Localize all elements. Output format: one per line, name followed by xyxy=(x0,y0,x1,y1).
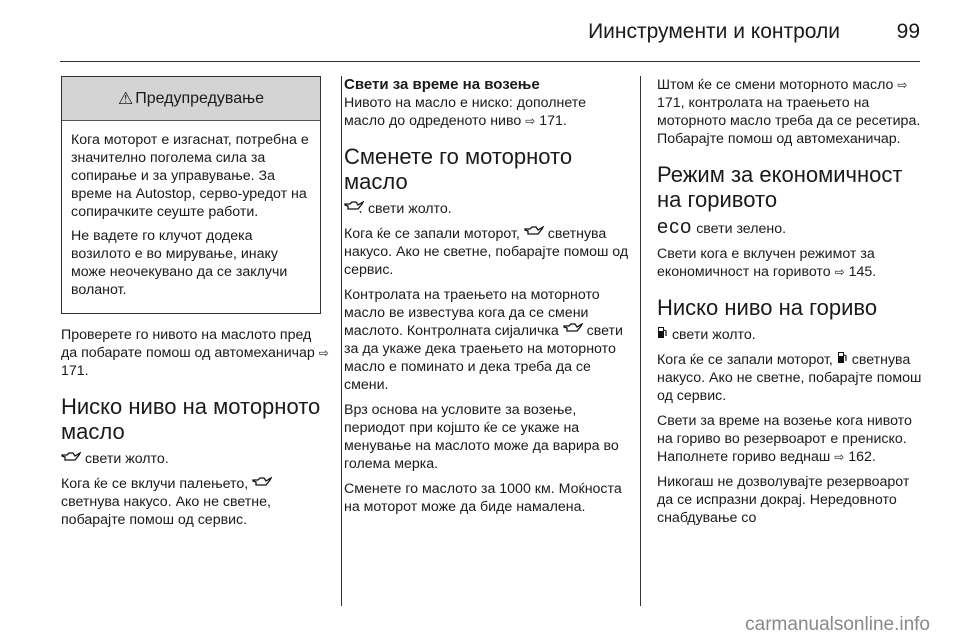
change-oil-icon-line: свети жолто. xyxy=(344,200,630,218)
warning-paragraph-2: Не вадете го клучот додека возилото е во мирување, инаку може неочекувано да се заклучи воланот. xyxy=(71,228,288,298)
reference-arrow-icon: ⇨ xyxy=(318,346,329,360)
eco-icon: eco xyxy=(657,216,693,238)
reference-arrow-icon: ⇨ xyxy=(525,114,536,128)
oil-can-icon xyxy=(252,475,272,493)
header-rule xyxy=(60,61,920,62)
change-oil-paragraph-3: Врз основа на условите за возење, периодот при којшто ќе се укаже на менување на маслото може да варира во голема мерка. xyxy=(344,402,619,472)
page-header-title: Иинструменти и контроли xyxy=(588,20,840,43)
low-oil-paragraph: Нивото на масло е ниско: дополнете масло до одреденото ниво ⇨ 171. xyxy=(344,95,586,129)
reference-arrow-icon: ⇨ xyxy=(834,265,845,279)
fuel-pump-icon xyxy=(657,326,668,344)
heading-low-fuel: Ниско ниво на гориво xyxy=(657,295,878,320)
fuel-pump-icon xyxy=(837,351,848,369)
heading-change-oil: Сменете го моторното масло xyxy=(344,144,573,194)
fuel-paragraph-1: Кога ќе се запали моторот, светнува накусо. Ако не светне, побарајте помош од сервис. xyxy=(657,352,922,404)
change-oil-paragraph-4: Сменете го маслото за 1000 км. Моќноста на моторот може да биде намалена. xyxy=(344,481,622,515)
heading-eco-mode: Режим за економичност на горивото xyxy=(657,162,903,212)
warning-paragraph-1: Кога моторот е изгаснат, потребна е значително поголема сила за сопирање и за управување. За време на Autostop, серво-уредот на сопирачките сеуште работи. xyxy=(71,132,309,220)
eco-paragraph: Свети кога е вклучен режимот за економичност на горивото ⇨ 145. xyxy=(657,246,877,280)
oil-paragraph: Кога ќе се вклучи палењето, светнува накусо. Ако не светне, побарајте помош од сервис. xyxy=(61,476,271,528)
warning-icon: ⚠ xyxy=(117,88,134,108)
warning-box xyxy=(61,76,321,314)
warning-heading: Предупредување xyxy=(135,89,265,107)
fuel-paragraph-3: Никогаш не дозволувајте резервоарот да се испразни докрај. Нередовното снабдување со xyxy=(657,474,910,526)
column-left xyxy=(61,326,329,536)
reference-arrow-icon: ⇨ xyxy=(897,78,908,92)
column-right xyxy=(657,76,922,534)
column-middle xyxy=(344,76,630,523)
reference-arrow-icon: ⇨ xyxy=(834,450,845,464)
oil-change-icon xyxy=(563,322,583,340)
column-divider xyxy=(640,76,641,606)
subheading-while-driving: Свети за време на возење xyxy=(344,76,540,93)
change-oil-paragraph-2: Контролата на траењето на моторното масло ве известува кога да се смени маслото. Контролната сијаличка свети за да укаже дека траењето на моторното масло е поминато и дека треба да се смени. xyxy=(344,287,623,393)
oil-can-icon xyxy=(61,450,81,468)
warning-header xyxy=(62,77,320,121)
fuel-icon-line: свети жолто. xyxy=(657,326,922,344)
fuel-paragraph-2: Свети за време на возење кога нивото на гориво во резервоарот е прениско. Наполнете гориво веднаш ⇨ 162. xyxy=(657,413,912,465)
oil-icon-line: свети жолто. xyxy=(61,450,329,468)
page-number: 99 xyxy=(896,20,920,43)
eco-icon-line: eco свети зелено. xyxy=(657,216,787,238)
oil-change-icon xyxy=(344,200,364,218)
reset-paragraph: Штом ќе се смени моторното масло ⇨ 171, контролата на траењето на моторното масло треба да се ресетира. Побарајте помош од автомеханичар. xyxy=(657,77,921,147)
change-oil-paragraph-1: Кога ќе се запали моторот, светнува накусо. Ако не светне, побарајте помош од сервис. xyxy=(344,226,629,278)
heading-low-oil-level: Ниско ниво на моторното масло xyxy=(61,394,321,444)
intro-paragraph: Проверете го нивото на маслото пред да побарате помош од автомеханичар ⇨ 171. xyxy=(61,327,329,379)
oil-change-icon xyxy=(524,225,544,243)
column-divider xyxy=(341,76,342,606)
watermark: carmanualsonline.info xyxy=(745,614,930,635)
